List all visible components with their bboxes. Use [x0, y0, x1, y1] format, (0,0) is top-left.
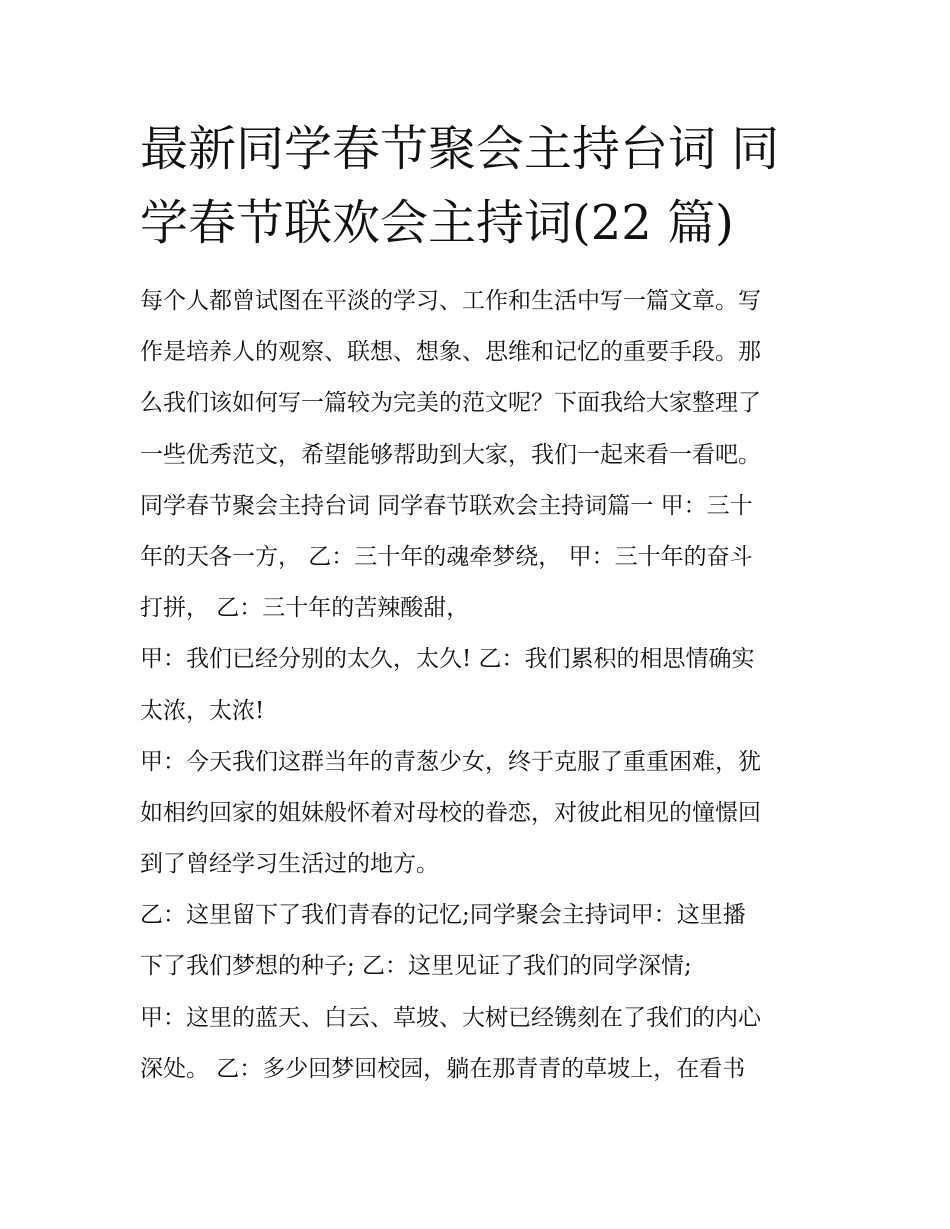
- title-line: 最新同学春节聚会主持台词 同: [140, 121, 780, 177]
- document-title: [140, 112, 820, 260]
- body-line: 每个人都曾试图在平淡的学习、工作和生活中写一篇文章。写: [140, 288, 761, 314]
- body-line: 同学春节聚会主持台词 同学春节联欢会主持词篇一 甲：三十: [140, 492, 753, 519]
- body-line: 太浓，太浓!: [140, 697, 265, 724]
- body-line: 甲：我们已经分别的太久，太久! 乙：我们累积的相思情确实: [140, 646, 755, 673]
- body-line: 甲：今天我们这群当年的青葱少女，终于克服了重重困难，犹: [140, 748, 761, 775]
- body-line: 下了我们梦想的种子; 乙：这里见证了我们的同学深情;: [140, 953, 692, 980]
- body-line: 一些优秀范文，希望能够帮助到大家，我们一起来看一看吧。: [140, 441, 761, 468]
- body-line: 如相约回家的姐妹般怀着对母校的眷恋，对彼此相见的憧憬回: [140, 799, 761, 826]
- body-line: 年的天各一方， 乙：三十年的魂牵梦绕， 甲：三十年的奋斗: [140, 543, 753, 570]
- body-line: 乙：这里留下了我们青春的记忆;同学聚会主持词甲：这里播: [140, 902, 746, 929]
- body-line: 甲：这里的蓝天、白云、草坡、大树已经镌刻在了我们的内心: [140, 1004, 761, 1031]
- body-line: 深处。 乙：多少回梦回校园，躺在那青青的草坡上，在看书: [140, 1055, 746, 1082]
- document-body: [140, 276, 820, 1095]
- body-line: 到了曾经学习生活过的地方。: [140, 851, 439, 878]
- body-line: 作是培养人的观察、联想、想象、思维和记忆的重要手段。那: [140, 339, 761, 366]
- body-line: 么我们该如何写一篇较为完美的范文呢？下面我给大家整理了: [140, 390, 761, 417]
- body-line: 打拼， 乙：三十年的苦辣酸甜，: [140, 595, 470, 622]
- title-line: 学春节联欢会主持词(22 篇): [140, 195, 734, 251]
